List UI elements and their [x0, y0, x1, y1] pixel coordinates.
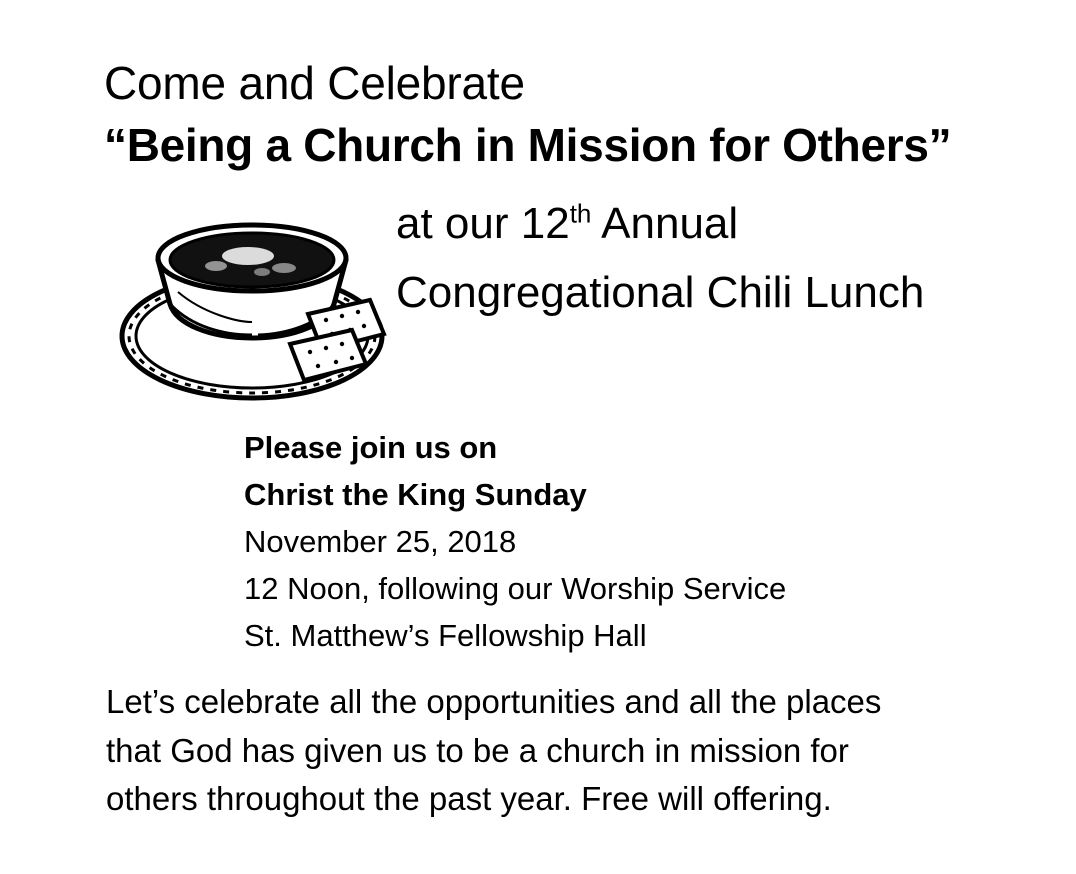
details-line-time: 12 Noon, following our Worship Service [244, 571, 787, 607]
headline-line-come-and-celebrate: Come and Celebrate [104, 57, 525, 109]
headline-line-theme-quote: “Being a Church in Mission for Others” [104, 118, 952, 171]
closing-line-3: others throughout the past year. Free will offering. [106, 780, 832, 817]
details-line-location: St. Matthew’s Fellowship Hall [244, 618, 647, 654]
headline-annual-suffix: Annual [591, 199, 739, 248]
details-line-invite: Please join us on [244, 430, 498, 465]
headline-line-event-name: Congregational Chili Lunch [396, 267, 925, 317]
chili-bowl-icon [112, 188, 397, 408]
headline-continuation-block [396, 198, 1046, 320]
details-line-occasion: Christ the King Sunday [244, 477, 587, 513]
closing-line-1: Let’s celebrate all the opportunities and all the places [106, 683, 882, 720]
details-line-date: November 25, 2018 [244, 524, 517, 560]
headline-line-annual [396, 198, 1046, 251]
headline-annual-ordinal-suffix: th [569, 198, 592, 229]
event-details-block [244, 424, 1024, 660]
headline-annual-prefix: at our 12 [396, 199, 570, 248]
closing-line-2: that God has given us to be a church in mission for [106, 731, 849, 769]
headline-block [104, 58, 1044, 171]
closing-paragraph-block [106, 678, 1006, 824]
